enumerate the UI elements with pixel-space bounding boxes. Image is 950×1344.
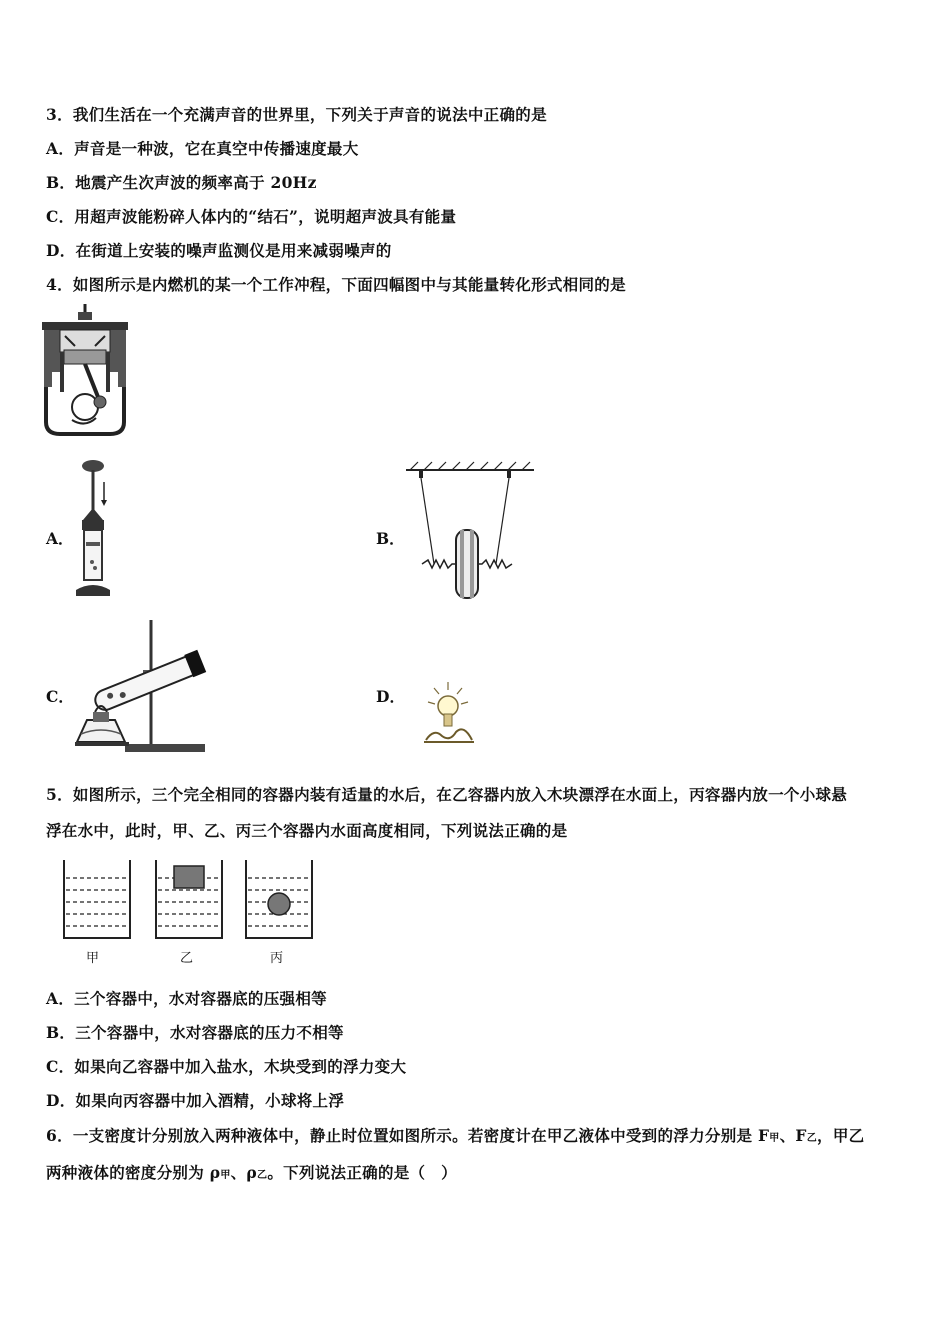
heated-test-tube-figure	[65, 616, 215, 756]
q3-option-d: D．在街道上安装的噪声监测仪是用来减弱噪声的	[46, 241, 392, 260]
q5-option-c: C．如果向乙容器中加入盐水，木块受到的浮力变大	[46, 1057, 407, 1076]
q4-label-c: C．	[46, 687, 74, 706]
container-yi	[156, 860, 222, 938]
q4-stem: 4．如图所示是内燃机的某一个工作冲程，下面四幅图中与其能量转化形式相同的是	[46, 275, 626, 294]
q5-option-a: A．三个容器中，水对容器底的压强相等	[46, 989, 327, 1008]
q5-stem-line2: 浮在水中，此时，甲、乙、丙三个容器内水面高度相同，下列说法正确的是	[46, 821, 568, 840]
q4-label-b: B．	[376, 529, 405, 548]
three-containers-figure	[60, 858, 320, 942]
q3-stem: 3．我们生活在一个充满声音的世界里，下列关于声音的说法中正确的是	[46, 105, 547, 124]
q3-option-c: C．用超声波能粉碎人体内的“结石”，说明超声波具有能量	[46, 207, 457, 226]
caption-bing: 丙	[270, 951, 284, 966]
hanging-wheel-figure	[400, 460, 540, 600]
q5-stem-line1: 5．如图所示，三个完全相同的容器内装有适量的水后，在乙容器内放入木块漂浮在水面上，丙容器内放一个小球悬	[46, 785, 848, 804]
light-bulb-figure	[420, 680, 480, 750]
q6-stem-line2: 两种液体的密度分别为 ρ甲、ρ乙。下列说法正确的是（ ）	[46, 1163, 457, 1182]
q4-label-d: D．	[376, 687, 405, 706]
q6-stem-line1: 6．一支密度计分别放入两种液体中，静止时位置如图所示。若密度计在甲乙液体中受到的浮力分别是 F甲、F乙，甲乙	[46, 1126, 865, 1145]
caption-yi: 乙	[180, 951, 194, 966]
q5-option-d: D．如果向丙容器中加入酒精，小球将上浮	[46, 1091, 345, 1110]
q3-option-a: A．声音是一种波，它在真空中传播速度最大	[46, 139, 359, 158]
fire-syringe-figure	[68, 458, 128, 600]
caption-jia: 甲	[86, 951, 100, 966]
q4-label-a: A．	[46, 529, 74, 548]
q5-option-b: B．三个容器中，水对容器底的压力不相等	[46, 1023, 344, 1042]
q3-option-b: B．地震产生次声波的频率高于 20Hz	[46, 173, 317, 192]
container-jia	[64, 860, 130, 938]
engine-stroke-figure	[40, 302, 130, 437]
container-bing	[246, 860, 312, 938]
